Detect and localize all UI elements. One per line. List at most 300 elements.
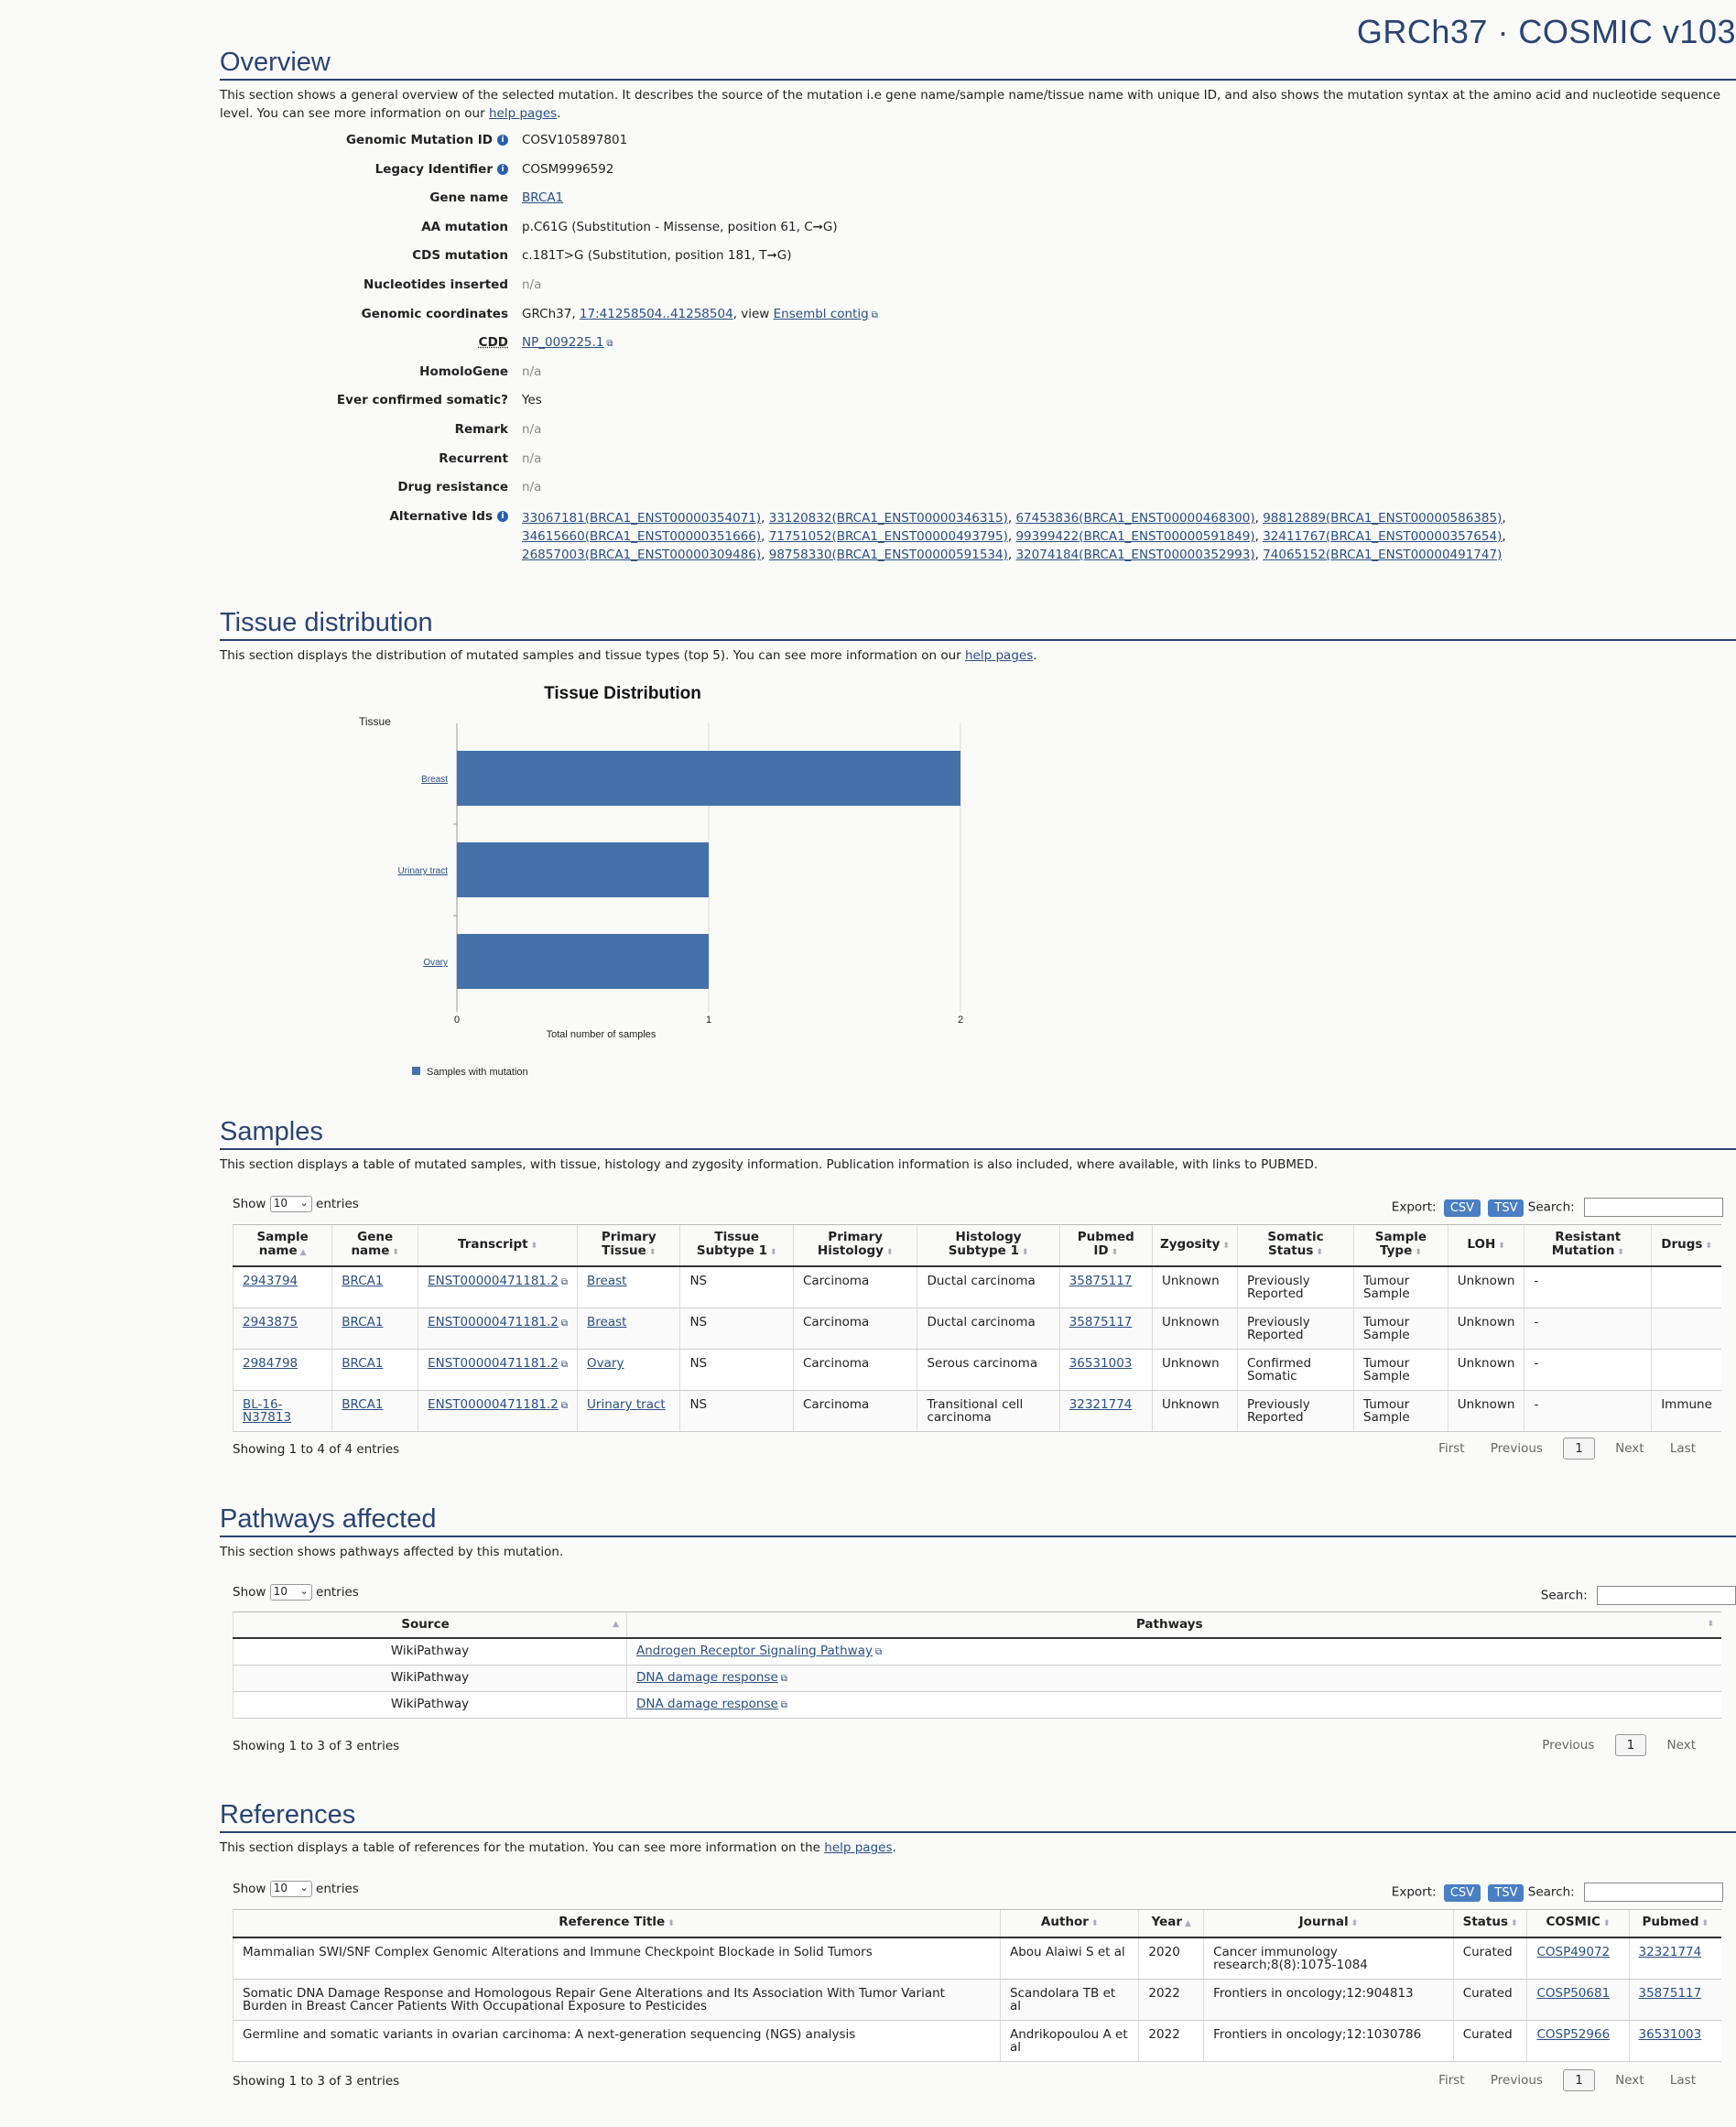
cell-text: Serous carcinoma — [927, 1356, 1038, 1371]
column-header-label: COSMIC — [1546, 1915, 1600, 1929]
external-link-icon: ⧉ — [606, 339, 613, 350]
table-cell — [1152, 1308, 1237, 1350]
cell-text: Immune — [1661, 1397, 1712, 1412]
field-label: Genomic Mutation ID — [345, 133, 493, 147]
sort-icon: ⬍ — [1510, 1919, 1518, 1928]
pathways-title: Pathways affected — [220, 1504, 1736, 1537]
cds-mutation-value: c.181T>G (Substitution, position 181, T➞G) — [522, 248, 792, 264]
table-cell — [1000, 1980, 1138, 2021]
next-page-button[interactable]: Next — [1615, 2073, 1644, 2088]
alternative-id-link[interactable]: 98758330(BRCA1_ENST00000591534) — [768, 547, 1008, 562]
field-homologene — [220, 364, 1736, 394]
bar-breast[interactable] — [457, 751, 960, 806]
info-icon[interactable]: i — [497, 135, 508, 146]
cell-text: WikiPathway — [390, 1670, 470, 1685]
cell-text: Curated — [1462, 1945, 1513, 1959]
field-label: Alternative Ids — [389, 508, 493, 524]
previous-page-button[interactable]: Previous — [1542, 1738, 1595, 1753]
column-header[interactable] — [233, 1910, 1001, 1938]
help-pages-link[interactable]: help pages — [965, 648, 1034, 663]
cell-text: Unknown — [1457, 1274, 1515, 1288]
table-cell — [1237, 1308, 1353, 1350]
external-link-icon: ⧉ — [560, 1401, 569, 1411]
column-header-label: Source — [401, 1617, 450, 1632]
previous-page-button[interactable]: Previous — [1490, 2073, 1543, 2088]
alternative-id-link[interactable]: 99399422(BRCA1_ENST00000591849) — [1015, 528, 1255, 544]
column-header-label: Year — [1151, 1915, 1183, 1929]
column-header-label: Gene name — [351, 1230, 394, 1258]
references-export-search — [1392, 1883, 1723, 1902]
external-link-icon: ⧉ — [780, 1700, 787, 1710]
table-cell — [1204, 1937, 1454, 1980]
help-pages-link[interactable]: help pages — [488, 106, 558, 121]
overview-description — [220, 86, 1721, 123]
cell-text: Previously Reported — [1246, 1274, 1310, 1301]
alternative-id-link[interactable]: 33120832(BRCA1_ENST00000346315) — [768, 510, 1008, 526]
table-row — [233, 1350, 1722, 1391]
pathways-description: This section shows pathways affected by this mutation. — [220, 1545, 564, 1559]
y-category-link[interactable]: Ovary — [423, 958, 448, 968]
cell-link[interactable]: Ovary — [587, 1356, 624, 1371]
table-cell — [1237, 1391, 1353, 1432]
table-cell — [1448, 1308, 1524, 1350]
table-cell — [793, 1391, 917, 1432]
column-header[interactable] — [680, 1225, 794, 1267]
column-header[interactable] — [233, 1612, 627, 1639]
tissue-desc-text: This section displays the distribution of mutated samples and tissue types (top 5). You can see more information on our — [220, 648, 965, 663]
previous-page-button[interactable]: Previous — [1490, 1441, 1543, 1456]
cell-text: Unknown — [1161, 1356, 1220, 1371]
cell-link[interactable]: 36531003 — [1638, 2027, 1702, 2042]
tissue-distribution-chart — [275, 673, 964, 1085]
sort-icon: ⬍ — [1316, 1248, 1323, 1257]
cell-text: Unknown — [1161, 1397, 1220, 1412]
table-cell — [578, 1350, 680, 1391]
alternative-id-link[interactable]: 71751052(BRCA1_ENST00000493795) — [768, 528, 1008, 544]
table-cell — [1448, 1266, 1524, 1308]
cell-text: 2020 — [1148, 1945, 1180, 1959]
recurrent-value: n/a — [522, 450, 542, 466]
cell-link[interactable]: COSP50681 — [1536, 1986, 1611, 2001]
field-cds-mutation — [220, 248, 1736, 277]
cell-text: 2022 — [1148, 2027, 1180, 2042]
cell-link[interactable]: BRCA1 — [342, 1356, 384, 1371]
alternative-id-link[interactable]: 98812889(BRCA1_ENST00000586385) — [1263, 510, 1503, 526]
table-cell — [578, 1391, 680, 1432]
tsv-export-button[interactable]: TSV — [1488, 1199, 1524, 1217]
alternative-id-link[interactable]: 34615660(BRCA1_ENST00000351666) — [522, 528, 762, 544]
table-cell — [332, 1350, 418, 1391]
cell-link[interactable]: ENST00000471181.2 — [428, 1274, 559, 1288]
alternative-id-link[interactable]: 67453836(BRCA1_ENST00000468300) — [1015, 510, 1255, 526]
column-header[interactable] — [1152, 1225, 1237, 1267]
tissue-section — [220, 608, 1736, 665]
table-cell — [418, 1391, 578, 1432]
cell-text: NS — [689, 1274, 708, 1288]
samples-table-info: Showing 1 to 4 of 4 entries — [233, 1442, 400, 1457]
pathway-link[interactable]: DNA damage response — [636, 1697, 778, 1711]
search-input[interactable] — [1584, 1198, 1723, 1217]
pathways-search — [1541, 1586, 1736, 1605]
field-label: Legacy Identifier — [374, 161, 493, 177]
table-cell — [793, 1350, 917, 1391]
column-header-label: Drugs — [1661, 1236, 1703, 1252]
table-cell — [1152, 1391, 1237, 1432]
cell-text: Unknown — [1457, 1315, 1515, 1329]
table-cell — [233, 1666, 627, 1692]
table-cell — [627, 1692, 1722, 1719]
table-cell — [418, 1308, 578, 1350]
pathway-link[interactable]: DNA damage response — [636, 1670, 778, 1685]
page-1-button[interactable]: 1 — [1615, 1734, 1647, 1756]
show-label: Show — [233, 1882, 266, 1896]
table-cell — [1059, 1391, 1152, 1432]
cell-text: - — [1534, 1274, 1539, 1288]
page-1-button[interactable]: 1 — [1563, 1438, 1595, 1460]
sort-icon: ⬍ — [1021, 1248, 1029, 1257]
cell-link[interactable]: Breast — [587, 1315, 627, 1329]
y-category-link[interactable]: Breast — [421, 775, 448, 785]
cell-link[interactable]: BL-16-N37813 — [243, 1397, 292, 1425]
column-header-label: Histology Subtype 1 — [948, 1230, 1022, 1258]
csv-export-button[interactable]: CSV — [1444, 1199, 1481, 1217]
pathway-link[interactable]: Androgen Receptor Signaling Pathway — [636, 1644, 873, 1658]
cell-text: Tumour Sample — [1363, 1274, 1410, 1301]
cell-text: Unknown — [1161, 1315, 1220, 1329]
table-row — [233, 1308, 1722, 1350]
remark-value: n/a — [522, 421, 542, 437]
sort-icon: ⬍ — [885, 1248, 894, 1257]
table-cell — [1139, 2021, 1204, 2062]
page-1-button[interactable]: 1 — [1563, 2069, 1595, 2091]
overview-fields — [220, 133, 1736, 564]
gene-link[interactable]: BRCA1 — [522, 190, 564, 206]
search-label: Search: — [1527, 1884, 1575, 1900]
entries-label: entries — [316, 1197, 359, 1211]
table-cell — [1527, 1980, 1629, 2021]
cell-text: Tumour Sample — [1363, 1315, 1410, 1342]
references-desc-end: . — [892, 1840, 896, 1855]
coordinates-link[interactable]: 17:41258504..41258504 — [579, 306, 733, 321]
bar-ovary[interactable] — [457, 934, 709, 989]
help-pages-link[interactable]: help pages — [824, 1840, 893, 1855]
table-row — [233, 2021, 1722, 2062]
column-header[interactable] — [1237, 1225, 1353, 1267]
sort-icon: ⬍ — [1707, 1620, 1714, 1629]
cell-link[interactable]: 2943875 — [243, 1315, 298, 1329]
column-header[interactable] — [418, 1225, 578, 1267]
references-table-info: Showing 1 to 3 of 3 entries — [233, 2074, 400, 2089]
sort-asc-icon: ▲ — [299, 1248, 307, 1257]
table-cell — [1524, 1350, 1652, 1391]
table-row — [233, 1266, 1722, 1308]
table-cell — [332, 1308, 418, 1350]
field-label: CDD — [478, 335, 508, 351]
y-axis-label: Tissue — [359, 715, 391, 728]
cell-text: Unknown — [1161, 1274, 1220, 1288]
references-description — [220, 1839, 1736, 1857]
sort-icon: ⬍ — [1351, 1919, 1359, 1928]
column-header-label: Zygosity — [1159, 1236, 1221, 1252]
column-header-label: Journal — [1298, 1915, 1349, 1929]
references-title: References — [220, 1800, 1736, 1833]
pathways-table-info: Showing 1 to 3 of 3 entries — [233, 1739, 400, 1753]
column-header-label: Resistant Mutation — [1551, 1230, 1622, 1258]
legacy-identifier-value: COSM9996592 — [522, 161, 614, 177]
table-cell — [1354, 1350, 1448, 1391]
column-header[interactable] — [1629, 1910, 1721, 1938]
samples-section — [220, 1117, 1736, 1174]
cell-text: Andrikopoulou A et al — [1009, 2027, 1128, 2055]
search-input[interactable] — [1597, 1586, 1736, 1605]
search-input[interactable] — [1584, 1883, 1723, 1902]
field-remark — [220, 422, 1736, 451]
cell-link[interactable]: 32321774 — [1069, 1397, 1133, 1412]
tissue-description — [220, 646, 1736, 665]
field-label: Genomic coordinates — [361, 306, 508, 321]
table-cell — [1629, 2021, 1721, 2062]
next-page-button[interactable]: Next — [1615, 1441, 1644, 1456]
cell-link[interactable]: 35875117 — [1069, 1274, 1133, 1288]
table-row — [233, 1638, 1722, 1666]
cell-link[interactable]: COSP49072 — [1536, 1945, 1611, 1959]
entries-select[interactable]: 10 ⌄ — [270, 1881, 312, 1897]
table-cell — [1000, 2021, 1138, 2062]
table-cell — [917, 1350, 1059, 1391]
cell-link[interactable]: 2943794 — [243, 1274, 298, 1288]
external-link-icon: ⧉ — [780, 1674, 787, 1684]
field-recurrent — [220, 451, 1736, 481]
table-cell — [1152, 1266, 1237, 1308]
table-row — [233, 1937, 1722, 1980]
cell-link[interactable]: ENST00000471181.2 — [428, 1356, 559, 1371]
cell-text: WikiPathway — [390, 1697, 470, 1711]
column-header[interactable] — [1652, 1225, 1721, 1267]
column-header[interactable] — [793, 1225, 917, 1267]
table-row — [233, 1391, 1722, 1432]
samples-description: This section displays a table of mutated samples, with tissue, histology and zygosity information. Publication information is also included, where available, with links to PUBMED. — [220, 1157, 1318, 1172]
cell-text: Scandolara TB et al — [1009, 1986, 1116, 2013]
alternative-id-link[interactable]: 33067181(BRCA1_ENST00000354071) — [522, 510, 762, 526]
cell-link[interactable]: Breast — [587, 1274, 627, 1288]
field-label: AA mutation — [421, 219, 508, 234]
references-length-control — [233, 1881, 359, 1897]
sort-icon: ⬍ — [1498, 1241, 1505, 1251]
table-cell — [233, 1937, 1001, 1980]
field-genomic-mutation-id — [220, 133, 1736, 162]
samples-table — [233, 1224, 1721, 1432]
column-header[interactable] — [1204, 1910, 1454, 1938]
site-brand[interactable]: GRCh37 · COSMIC v103 — [1356, 13, 1736, 50]
overview-section — [220, 48, 1736, 564]
table-cell — [793, 1266, 917, 1308]
column-header[interactable] — [1059, 1225, 1152, 1267]
cdd-link[interactable]: NP_009225.1 — [522, 335, 604, 351]
y-category-link[interactable]: Urinary tract — [397, 866, 448, 876]
column-header[interactable] — [332, 1225, 418, 1267]
table-cell — [1000, 1937, 1138, 1980]
field-label: CDS mutation — [412, 248, 508, 264]
info-icon[interactable]: i — [497, 164, 508, 175]
column-header[interactable] — [578, 1225, 680, 1267]
table-cell — [1354, 1308, 1448, 1350]
external-link-icon: ⧉ — [560, 1360, 569, 1370]
field-label: Gene name — [429, 190, 508, 206]
cell-link[interactable]: ENST00000471181.2 — [428, 1315, 559, 1329]
alternative-id-link[interactable]: 26857003(BRCA1_ENST00000309486) — [522, 547, 762, 562]
external-link-icon: ⧉ — [560, 1319, 569, 1329]
alternative-id-link[interactable]: 32074184(BRCA1_ENST00000352993) — [1015, 547, 1255, 562]
column-header-label: Tissue Subtype 1 — [696, 1230, 768, 1258]
field-ever-confirmed-somatic — [220, 393, 1736, 422]
cell-link[interactable]: BRCA1 — [342, 1397, 384, 1412]
search-label: Search: — [1540, 1588, 1588, 1603]
table-cell — [1652, 1266, 1721, 1308]
column-header[interactable] — [233, 1225, 332, 1267]
chart-title: Tissue Distribution — [544, 684, 701, 703]
table-cell — [1652, 1391, 1721, 1432]
cell-text: Unknown — [1457, 1356, 1515, 1371]
field-label: Nucleotides inserted — [363, 277, 508, 292]
cell-text: Somatic DNA Damage Response and Homologous Repair Gene Alterations and Its Association With Tumor Variant Burden in Breast Cancer Patients With Occupational Exposure to Pesticides — [243, 1986, 945, 2013]
legend-label: Samples with mutation — [427, 1067, 528, 1078]
sort-icon: ⬍ — [1222, 1241, 1230, 1251]
alternative-ids-list: 33067181(BRCA1_ENST00000354071), 33120832(BRCA1_ENST00000346315), 67453836(BRCA1_ENST00000468300), 98812889(BRCA1_ENST00000586385), 34615660(BRCA1_ENST00000351666), 71751052(BRCA1_ENST00000493795), 99399422(BRCA1_ENST00000591849), 32411767(BRCA1_ENST00000357654), 26857003(BRCA1_ENST00000309486), 98758330(BRCA1_ENST00000591534), 32074184(BRCA1_ENST00000352993), 74065152(BRCA1_ENST00000491747) — [522, 510, 1506, 562]
table-cell — [233, 1350, 332, 1391]
cell-link[interactable]: ENST00000471181.2 — [428, 1397, 559, 1412]
next-page-button[interactable]: Next — [1666, 1738, 1696, 1753]
table-cell — [233, 1266, 332, 1308]
cell-link[interactable]: 32321774 — [1638, 1945, 1702, 1959]
first-page-button[interactable]: First — [1438, 2073, 1465, 2088]
ever-confirmed-value: Yes — [522, 393, 542, 408]
bar-urinary-tract[interactable] — [457, 842, 709, 897]
column-header-label: Sample Type — [1374, 1230, 1427, 1258]
entries-select[interactable]: 10 ⌄ — [270, 1196, 312, 1212]
pathways-pagination — [1531, 1734, 1707, 1756]
table-row — [233, 1980, 1722, 2021]
column-header[interactable] — [1354, 1225, 1448, 1267]
column-header[interactable] — [1453, 1910, 1527, 1938]
sort-icon: ⬍ — [392, 1248, 399, 1257]
last-page-button[interactable]: Last — [1669, 2073, 1696, 2088]
table-cell — [1453, 2021, 1527, 2062]
table-cell — [332, 1266, 418, 1308]
table-cell — [1059, 1350, 1152, 1391]
ensembl-contig-link[interactable]: Ensembl contig — [773, 306, 869, 321]
pathways-table — [233, 1612, 1721, 1719]
cell-link[interactable]: BRCA1 — [342, 1315, 384, 1329]
cell-text: Confirmed Somatic — [1246, 1356, 1312, 1384]
cell-text: Carcinoma — [802, 1356, 870, 1371]
table-cell — [680, 1308, 794, 1350]
field-drug-resistance — [220, 480, 1736, 509]
column-header-label: Pubmed ID — [1077, 1230, 1134, 1258]
search-label: Search: — [1527, 1199, 1575, 1215]
cell-text: Carcinoma — [802, 1397, 870, 1412]
column-header[interactable] — [627, 1612, 1722, 1639]
field-cdd — [220, 335, 1736, 364]
samples-title: Samples — [220, 1117, 1736, 1150]
show-label: Show — [233, 1585, 266, 1600]
sort-icon: ⬍ — [1415, 1248, 1422, 1257]
last-page-button[interactable]: Last — [1669, 1441, 1696, 1456]
cell-link[interactable]: 35875117 — [1069, 1315, 1133, 1329]
sort-icon: ⬍ — [530, 1241, 538, 1251]
samples-export-search — [1392, 1198, 1723, 1217]
column-header[interactable] — [1000, 1910, 1138, 1938]
info-icon[interactable]: i — [497, 511, 508, 522]
table-cell — [1629, 1937, 1721, 1980]
tsv-export-button[interactable]: TSV — [1488, 1884, 1524, 1902]
field-label: Remark — [454, 421, 508, 437]
table-cell — [1139, 1980, 1204, 2021]
sort-asc-icon: ▲ — [1185, 1919, 1191, 1928]
column-header[interactable] — [1524, 1225, 1652, 1267]
column-header-label: Primary Tissue — [601, 1230, 656, 1258]
field-genomic-coordinates — [220, 307, 1736, 336]
sort-icon: ⬍ — [1602, 1919, 1611, 1928]
table-cell — [680, 1391, 794, 1432]
cell-text: Previously Reported — [1246, 1397, 1310, 1425]
column-header-label: Author — [1040, 1915, 1089, 1929]
alternative-id-link[interactable]: 74065152(BRCA1_ENST00000491747) — [1263, 547, 1503, 562]
cell-text: Abou Alaiwi S et al — [1009, 1945, 1125, 1959]
column-header[interactable] — [1527, 1910, 1629, 1938]
cell-text: NS — [689, 1356, 708, 1371]
sort-icon: ⬍ — [1111, 1248, 1119, 1257]
pathways-section — [220, 1504, 1736, 1561]
cell-text: - — [1534, 1397, 1539, 1412]
cell-link[interactable]: Urinary tract — [587, 1397, 666, 1412]
table-cell — [1059, 1266, 1152, 1308]
column-header[interactable] — [1448, 1225, 1524, 1267]
table-cell — [578, 1308, 680, 1350]
column-header-label: Sample name — [256, 1230, 309, 1258]
field-legacy-identifier — [220, 162, 1736, 191]
cell-text: Frontiers in oncology;12:1030786 — [1213, 2027, 1422, 2042]
cell-text: Carcinoma — [802, 1274, 870, 1288]
x-tick-label: 2 — [957, 1015, 964, 1026]
table-cell — [418, 1266, 578, 1308]
export-label: Export: — [1391, 1199, 1437, 1215]
table-cell — [233, 1308, 332, 1350]
column-header[interactable] — [1139, 1910, 1204, 1938]
column-header[interactable] — [917, 1225, 1059, 1267]
cell-text: NS — [689, 1315, 708, 1329]
first-page-button[interactable]: First — [1438, 1441, 1465, 1456]
cell-link[interactable]: 2984798 — [243, 1356, 298, 1371]
alternative-id-link[interactable]: 32411767(BRCA1_ENST00000357654) — [1263, 528, 1503, 544]
cell-text: Transitional cell carcinoma — [927, 1397, 1024, 1425]
table-cell — [233, 2021, 1001, 2062]
csv-export-button[interactable]: CSV — [1444, 1884, 1481, 1902]
cell-link[interactable]: COSP52966 — [1536, 2027, 1611, 2042]
sort-icon: ⬍ — [1705, 1241, 1712, 1251]
cell-text: - — [1534, 1356, 1539, 1371]
cell-link[interactable]: 35875117 — [1638, 1986, 1702, 2001]
cell-text: Curated — [1462, 2027, 1513, 2042]
table-cell — [1527, 2021, 1629, 2062]
overview-desc-text: This section shows a general overview of the selected mutation. It describes the source of the mutation i.e gene name/sample name/tissue name with unique ID, and also shows the mutation syntax at the amino acid and nucleotide sequence level. You can see more information on our — [220, 88, 1721, 121]
entries-select[interactable]: 10 ⌄ — [270, 1584, 312, 1601]
table-cell — [917, 1266, 1059, 1308]
field-label: HomoloGene — [419, 364, 508, 379]
table-cell — [1204, 2021, 1454, 2062]
table-cell — [917, 1308, 1059, 1350]
cell-link[interactable]: BRCA1 — [342, 1274, 384, 1288]
cell-link[interactable]: 36531003 — [1069, 1356, 1133, 1371]
